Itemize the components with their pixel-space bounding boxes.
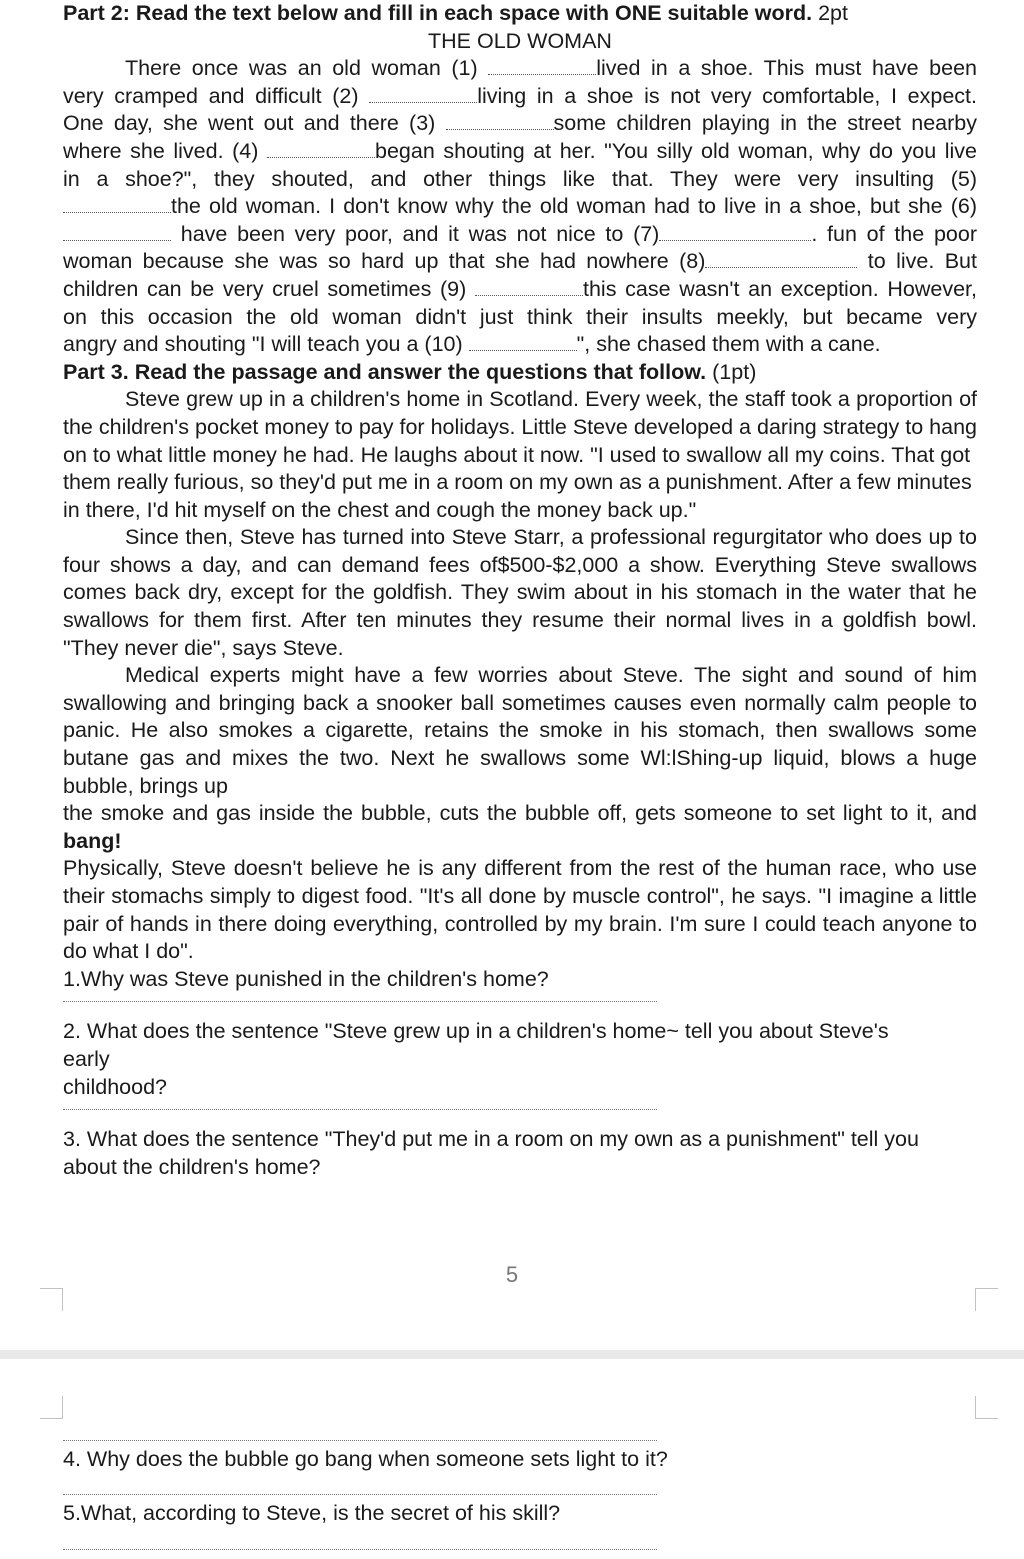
cloze-line: There once was an old woman (1) lived in a shoe. This must have been xyxy=(125,56,977,81)
question-2-cont: early xyxy=(63,1046,110,1071)
blank-8[interactable] xyxy=(705,253,857,268)
passage-paragraph-3: Medical experts might have a few worries about Steve. The sight and sound of him swallowing and bringing back a snooker ball sometimes causes even normally calm people to panic. He also smokes a cigarette, retains the smoke in his stomach, then swallows some butane gas and mixes the two. Next he swallows some Wl:lShing-up liquid, blows a huge bubble, brings up xyxy=(63,663,977,798)
question-2: 2. What does the sentence "Steve grew up in a children's home~ tell you about Steve's xyxy=(63,1019,889,1044)
part2-heading: Part 2: Read the text below and fill in each space with ONE suitable word. 2pt xyxy=(63,1,848,25)
passage-paragraph-1-end: in there, I'd hit myself on the chest and cough the money back up." xyxy=(63,497,697,522)
crop-mark xyxy=(975,1288,998,1311)
blank-3[interactable] xyxy=(446,115,554,130)
crop-mark xyxy=(40,1288,63,1311)
cloze-line: the old woman. I don't know why the old woman had to live in a shoe, but she (6) xyxy=(63,193,977,221)
answer-line-3[interactable] xyxy=(63,1440,657,1441)
question-5: 5.What, according to Steve, is the secret of his skill? xyxy=(63,1501,561,1525)
blank-1[interactable] xyxy=(488,60,596,75)
question-3: 3. What does the sentence "They'd put me in a room on my own as a punishment" tell you xyxy=(63,1127,919,1152)
page-number: 5 xyxy=(505,1262,519,1287)
blank-10[interactable] xyxy=(469,336,577,351)
part3-heading: Part 3. Read the passage and answer the questions that follow. (1pt) xyxy=(63,359,757,384)
cloze-line: have been very poor, and it was not nice to (7) . fun of the poor xyxy=(63,221,977,249)
passage-title: THE OLD WOMAN xyxy=(428,28,612,53)
crop-mark xyxy=(975,1396,998,1419)
cloze-line: woman because she was so hard up that she had nowhere (8) to live. But xyxy=(63,249,977,274)
question-1: 1.Why was Steve punished in the children's home? xyxy=(63,966,549,991)
blank-6[interactable] xyxy=(63,226,171,241)
cloze-line: where she lived. (4) began shouting at her. "You silly old woman, why do you live xyxy=(63,138,977,163)
answer-line-1[interactable] xyxy=(63,1001,657,1002)
cloze-line: One day, she went out and there (3) some children playing in the street nearby xyxy=(63,111,977,136)
answer-line-5[interactable] xyxy=(63,1549,657,1550)
blank-2[interactable] xyxy=(369,88,477,103)
blank-4[interactable] xyxy=(267,143,375,158)
answer-line-4[interactable] xyxy=(63,1494,657,1495)
page-content xyxy=(63,0,977,1181)
answer-line-2[interactable] xyxy=(63,1109,657,1110)
blank-7[interactable] xyxy=(659,226,811,241)
cloze-passage xyxy=(63,55,977,359)
cloze-line: in a shoe?", they shouted, and other things like that. They were very insulting (5) xyxy=(63,166,977,191)
crop-mark xyxy=(40,1396,63,1419)
passage-paragraph-4: Physically, Steve doesn't believe he is any different from the rest of the human race, who use their stomachs simply to digest food. "It's all done by muscle control", he says. "I imagine a little pair of hands in there doing everything, controlled by my brain. I'm sure I could teach anyone to do what I do". xyxy=(63,856,977,964)
question-4: 4. Why does the bubble go bang when someone sets light to it? xyxy=(63,1447,668,1471)
page-separator xyxy=(0,1350,1024,1359)
cloze-line: angry and shouting "I will teach you a (10) ", she chased them with a cane. xyxy=(63,332,881,357)
cloze-line: on this occasion the old woman didn't just think their insults meekly, but became very xyxy=(63,304,977,329)
passage-paragraph-3-cont: the smoke and gas inside the bubble, cuts the bubble off, gets someone to set light to it, and bang! xyxy=(63,801,977,853)
blank-5[interactable] xyxy=(63,198,171,213)
question-2-end: childhood? xyxy=(63,1074,168,1099)
question-3-cont: about the children's home? xyxy=(63,1154,321,1179)
cloze-line: very cramped and difficult (2) living in a shoe is not very comfortable, I expect. xyxy=(63,83,977,108)
passage-paragraph-2: Since then, Steve has turned into Steve Starr, a professional regurgitator who does up to four shows a day, and can demand fees of$500-$2,000 a show. Everything Steve swallows comes back dry, except for the goldfish. They swim about in his stomach in the water that he swallows for them first. After ten minutes they resume their normal lives in a goldfish bowl. "They never die", says Steve. xyxy=(63,525,977,660)
cloze-line: children can be very cruel sometimes (9) this case wasn't an exception. However, xyxy=(63,276,978,301)
blank-9[interactable] xyxy=(475,281,583,296)
passage-paragraph-1: Steve grew up in a children's home in Scotland. Every week, the staff took a proportion of the children's pocket money to pay for holidays. Little Steve developed a daring strategy to hang on to what little money he had. He laughs about it now. "I used to swallow all my coins. That got xyxy=(63,387,977,467)
passage-paragraph-1-cont: them really furious, so they'd put me in a room on my own as a punishment. After a few minutes xyxy=(63,470,972,495)
